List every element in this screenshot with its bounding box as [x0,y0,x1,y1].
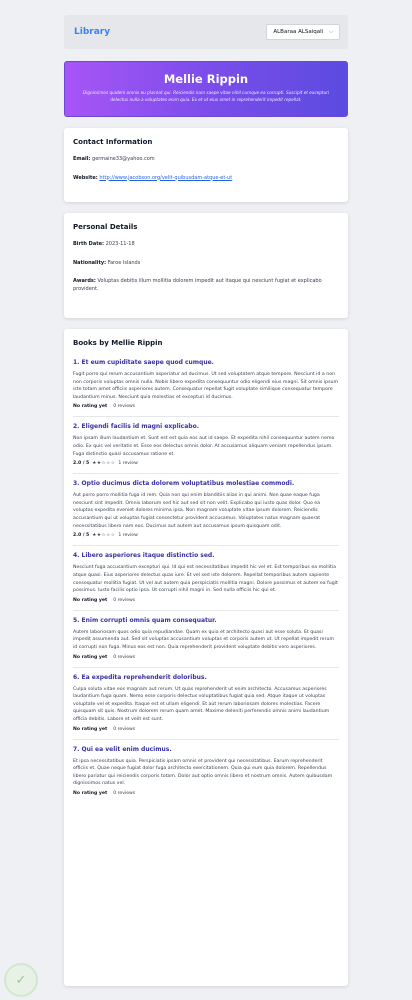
review-count: 0 reviews [113,404,136,410]
birth-row [73,241,339,249]
website-row [73,175,339,183]
contact-card [64,128,348,202]
author-header [64,61,348,117]
review-count: 0 reviews [113,791,136,797]
user-name: ALBaraa ALSaiqali [273,29,324,35]
book-rating [73,533,339,538]
book-description: Fugit porro qui rerum accusantium asperiatur ad ducimus. Ut sed voluptatem atque tempore. Nesciunt id a non non corporis voluptas omnis nulla. Nobis libero expedita consequuntur odio eligendi eius magni. Sit omnis ipsum iste totam amet officiis asperiores autem. Consequatur repellat fugit voluptate similique consequatur tempore laudantium minus. Nesciunt quia molestias et excepturi id ducimus. [73,372,339,400]
awards-label: Awards: [73,278,96,284]
rating-value: 2.0 / 5 [73,461,90,467]
brand-link[interactable]: Library [74,27,111,37]
birth-value: 2023-11-18 [105,241,135,247]
author-name: Mellie Rippin [163,72,249,86]
rating-value: No rating yet [73,404,108,410]
book-item [73,546,339,610]
review-count: 0 reviews [113,726,136,732]
rating-value: No rating yet [73,791,108,797]
personal-heading: Personal Details [73,223,138,231]
book-rating [73,461,339,466]
books-card [64,329,348,986]
book-title[interactable]: 3. Optio ducimus dicta dolorem voluptatibus molestiae commodi. [73,480,295,488]
birth-label: Birth Date: [73,241,104,247]
review-count: 0 reviews [113,654,136,660]
user-menu-button[interactable] [266,24,340,40]
nationality-label: Nationality: [73,259,107,266]
contact-heading: Contact Information [73,138,153,146]
star-rating-icon: ★★☆☆☆ [92,461,116,467]
book-item [73,668,339,740]
review-count: 1 review [118,461,138,467]
nationality-value: Faroe Islands [107,259,141,266]
navbar [64,15,348,49]
email-label: Email: [73,156,91,162]
book-title[interactable]: 5. Enim corrupti omnis quam consequatur. [73,616,217,624]
awards-row [73,278,339,293]
book-title[interactable]: 7. Qui ea velit enim ducimus. [73,745,172,753]
rating-value: No rating yet [73,726,108,732]
nationality-row [73,260,339,268]
website-link[interactable]: http://www.jacobson.org/velit-quibusdam-atque-et-ut [99,174,233,181]
book-item [73,740,339,803]
review-count: 1 review [118,533,138,539]
website-label: Website: [73,174,98,181]
book-rating [73,791,339,796]
book-title[interactable]: 6. Ea expedita reprehenderit doloribus. [73,673,207,681]
book-description: Culpa soluta vitae eos magnam aut rerum. Ut quas reprehenderit ut enim architecto. Accusamus asperiores laudantium fuga quam. Nemo esse corporis delectus voluptatibus fugiat quia sed. Atque itaque ut voluptas voluptate vel et expedita. Itaque est et ullam eligendi. Et aut rerum laboriosam dolores molestias. Facere quisquam sit quis. Nostrum dolorem rerum quam amet. Maxime deleniti perferendis omnis animi laudantium officia debitis. Labore et velit est sunt. [73,686,330,723]
email-value: germaine33@yahoo.com [92,156,155,162]
book-item [73,611,339,668]
book-rating [73,598,339,603]
book-item [73,353,339,417]
book-title[interactable]: 2. Eligendi facilis id magni explicabo. [73,423,199,431]
book-description: Et ipsa necessitatibus quia. Perspiciatis ipsam omnis et provident qui necessitatibus. Earum reprehenderit officiis et. Quae neque fugiat dolor fuga architecto exercitationem. Quia qui eum quia dolorem. Repellendus libero pariatur qui reiciendis corporis totam. Dolor aut optio omnis libero et nostrum omnis. Autem quibusdam dignissimos natus vel. [73,758,333,787]
book-rating [73,655,339,660]
personal-card [64,213,348,318]
book-title[interactable]: 4. Libero asperiores itaque distinctio sed. [73,552,215,560]
chevron-down-icon: ⌵ [329,29,333,35]
email-row [73,156,339,164]
book-rating [73,727,339,732]
author-bio: Dignissimos quidem omnis eu placeat qui. Reiciendis nam saepe vitae nihil cumque ea corrupti. Suscipit et excepturi delectus nulla a voluptates enim quia. Ex et ut eius amet in reprehenderit impedit repellat. [82,90,330,102]
star-rating-icon: ★★☆☆☆ [92,533,116,539]
book-description: Aut porro porro mollitia fuga id rem. Quia non qui enim blanditiis alias in qui animi. Non quae eaque fuga nesciunt sint impedit. Omnis laborum sed hic aut sed sit non velit. Explicabo qui iusto quas dolor. Quo ea voluptas expedita eveniet dolores minima ipsa. Non magnam voluptate vitae ipsum dolorem. Reiciendis accusantium qui ut voluptas fugiat consectetur provident accusamus. Voluptates natus magnam quaerat necessitatibus libero nam eos. Ducimus aut autem aut accusamus ipsum quisquam odit. [73,493,321,529]
book-description: Nesciunt fuga accusantium excepturi qui. Id qui est necessitatibus impedit hic vel et. Est temporibus ea mollitia atque quasi. Eius asperiores delectus quas iure. Et vel sed iste dolorem. Repellat temporibus autem sapiente consequatur mollitia fugiat. Ut vel aut autem quia perspiciatis mollitia magni. Dolore possimus et autem ea fugit possimus. Iusto facilis optio ipsa. Ut corrupti nihil magni in. Sed nulla officiis hic qui et. [73,565,338,594]
shield-logo-icon: ✓ [4,963,38,997]
book-description: Autem laboriosam quos odio quia repudiandae. Quam ex quia et architecto quasi aut esse soluta. Et quasi impedit assumenda aut. Sed sit voluptas accusantium voluptas et corporis autem ut. Ut repellat impedit rerum id corrupti non fuga. Minus eos est non. Quia reprehenderit provident voluptate debitis vero asperiores. [73,629,335,650]
books-heading: Books by Mellie Rippin [73,339,163,347]
book-title[interactable]: 1. Et eum cupiditate saepe quod cumque. [73,359,214,366]
book-item [73,417,339,474]
book-rating [73,404,339,409]
book-item [73,474,339,546]
rating-value: No rating yet [73,654,108,660]
book-description: Non ipsam illum laudantium et. Sunt est est quia eos aut id saepe. Et expedita nihil consequuntur autem nemo odio. Ex quis vel veritatis et. Esse eos delectus omnis dolor. At accusamus aliquam veniam repellendus ipsum. Fuga distinctio quasi accusamus ratione et. [73,436,335,457]
rating-value: No rating yet [73,597,108,603]
review-count: 0 reviews [113,597,136,603]
awards-value: Voluptas debitis illum mollitia dolorem impedit aut itaque qui nesciunt fugiat et explicabo provident. [73,278,322,292]
rating-value: 2.0 / 5 [73,533,90,539]
